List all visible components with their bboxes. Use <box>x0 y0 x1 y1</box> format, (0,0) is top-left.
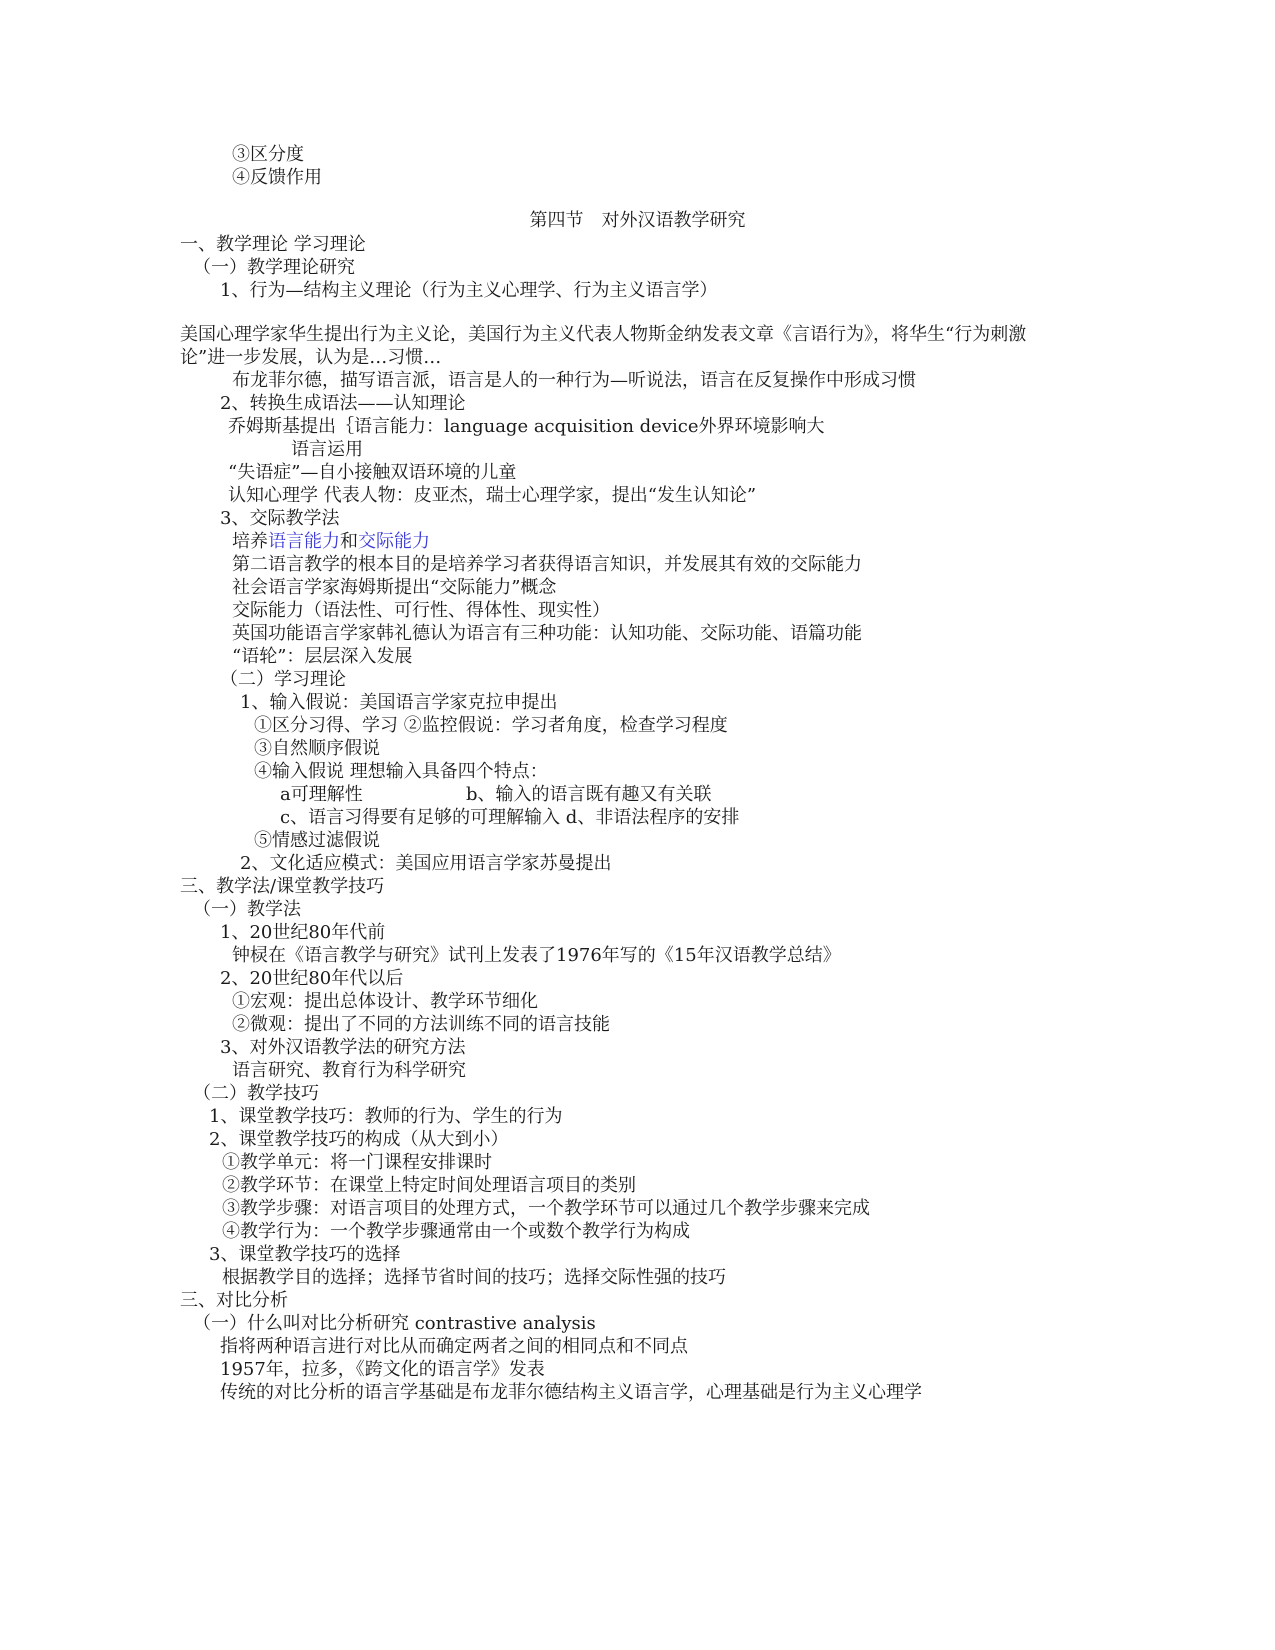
list-item: b、输入的语言既有趣又有关联 <box>466 784 712 805</box>
heading-level-1: 三、教学法/课堂教学技巧 <box>180 876 385 897</box>
paragraph-line: 根据教学目的选择；选择节省时间的技巧；选择交际性强的技巧 <box>222 1267 726 1288</box>
text-run: 培养 <box>232 531 268 552</box>
list-item: ②教学环节：在课堂上特定时间处理语言项目的类别 <box>222 1175 636 1196</box>
list-item: ①区分习得、学习 ②监控假说：学习者角度，检查学习程度 <box>254 715 728 736</box>
heading-level-2: （一）教学法 <box>193 899 301 920</box>
list-item: ④输入假说 理想输入具备四个特点： <box>254 761 548 782</box>
heading-level-1: 一、教学理论 学习理论 <box>180 234 366 255</box>
paragraph-line: 传统的对比分析的语言学基础是布龙菲尔德结构主义语言学，心理基础是行为主义心理学 <box>220 1382 922 1403</box>
text-run: 和 <box>340 531 358 552</box>
highlighted-term-communicative-competence: 交际能力 <box>358 531 430 552</box>
heading-level-3: 2、转换生成语法——认知理论 <box>220 393 466 414</box>
heading-level-2: （一）什么叫对比分析研究 contrastive analysis <box>193 1313 596 1334</box>
heading-level-3: 2、文化适应模式：美国应用语言学家苏曼提出 <box>240 853 612 874</box>
heading-level-3: 1、课堂教学技巧：教师的行为、学生的行为 <box>209 1106 563 1127</box>
heading-level-3: 3、对外汉语教学法的研究方法 <box>220 1037 466 1058</box>
heading-level-3: 3、交际教学法 <box>220 508 340 529</box>
heading-level-3: 1、20世纪80年代前 <box>220 922 386 943</box>
list-item: ③区分度 <box>232 144 304 165</box>
heading-level-3: 1、输入假说：美国语言学家克拉申提出 <box>240 692 558 713</box>
highlighted-term-language-competence: 语言能力 <box>268 531 340 552</box>
paragraph-line: “语轮”：层层深入发展 <box>232 646 413 667</box>
heading-level-1: 三、对比分析 <box>180 1290 288 1311</box>
paragraph-line: 钟棂在《语言教学与研究》试刊上发表了1976年写的《15年汉语教学总结》 <box>232 945 841 966</box>
heading-level-2: （二）学习理论 <box>220 669 346 690</box>
list-item: ④教学行为：一个教学步骤通常由一个或数个教学行为构成 <box>222 1221 690 1242</box>
section-title: 第四节 对外汉语教学研究 <box>529 210 746 231</box>
paragraph-line: 英国功能语言学家韩礼德认为语言有三种功能：认知功能、交际功能、语篇功能 <box>232 623 862 644</box>
heading-level-2: （二）教学技巧 <box>193 1083 319 1104</box>
list-item: ②微观：提出了不同的方法训练不同的语言技能 <box>232 1014 610 1035</box>
list-item: ①宏观：提出总体设计、教学环节细化 <box>232 991 538 1012</box>
list-item: ①教学单元：将一门课程安排课时 <box>222 1152 492 1173</box>
paragraph-line: 社会语言学家海姆斯提出“交际能力”概念 <box>232 577 557 598</box>
paragraph-line: 语言研究、教育行为科学研究 <box>232 1060 466 1081</box>
heading-level-3: 1、行为—结构主义理论（行为主义心理学、行为主义语言学） <box>220 280 718 301</box>
paragraph-line: 乔姆斯基提出｛语言能力：language acquisition device外界环境影响大 <box>228 416 825 437</box>
paragraph-line: 美国心理学家华生提出行为主义论，美国行为主义代表人物斯金纳发表文章《言语行为》，将华生“行为刺激 <box>180 324 1027 345</box>
heading-level-3: 2、课堂教学技巧的构成（从大到小） <box>209 1129 509 1150</box>
heading-level-3: 3、课堂教学技巧的选择 <box>209 1244 401 1265</box>
list-item: ③教学步骤：对语言项目的处理方式，一个教学环节可以通过几个教学步骤来完成 <box>222 1198 870 1219</box>
list-item: ⑤情感过滤假说 <box>254 830 380 851</box>
paragraph-line: 论”进一步发展，认为是…习惯… <box>180 347 442 368</box>
paragraph-line: 指将两种语言进行对比从而确定两者之间的相同点和不同点 <box>220 1336 688 1357</box>
list-item: ④反馈作用 <box>232 167 322 188</box>
paragraph-line: 认知心理学 代表人物：皮亚杰，瑞士心理学家，提出“发生认知论” <box>228 485 757 506</box>
heading-level-3: 2、20世纪80年代以后 <box>220 968 404 989</box>
list-item: ③自然顺序假说 <box>254 738 380 759</box>
paragraph-line <box>232 530 430 554</box>
heading-level-2: （一）教学理论研究 <box>193 257 355 278</box>
list-item: c、语言习得要有足够的可理解输入 d、非语法程序的安排 <box>280 807 740 828</box>
paragraph-line: 1957年，拉多，《跨文化的语言学》发表 <box>220 1359 545 1380</box>
paragraph-line: 交际能力（语法性、可行性、得体性、现实性） <box>232 600 610 621</box>
paragraph-line: “失语症”—自小接触双语环境的儿童 <box>228 462 517 483</box>
paragraph-line: 语言运用 <box>291 439 363 460</box>
list-item: a可理解性 <box>280 784 363 805</box>
paragraph-line: 第二语言教学的根本目的是培养学习者获得语言知识，并发展其有效的交际能力 <box>232 554 862 575</box>
paragraph-line: 布龙菲尔德，描写语言派，语言是人的一种行为—听说法，语言在反复操作中形成习惯 <box>232 370 916 391</box>
